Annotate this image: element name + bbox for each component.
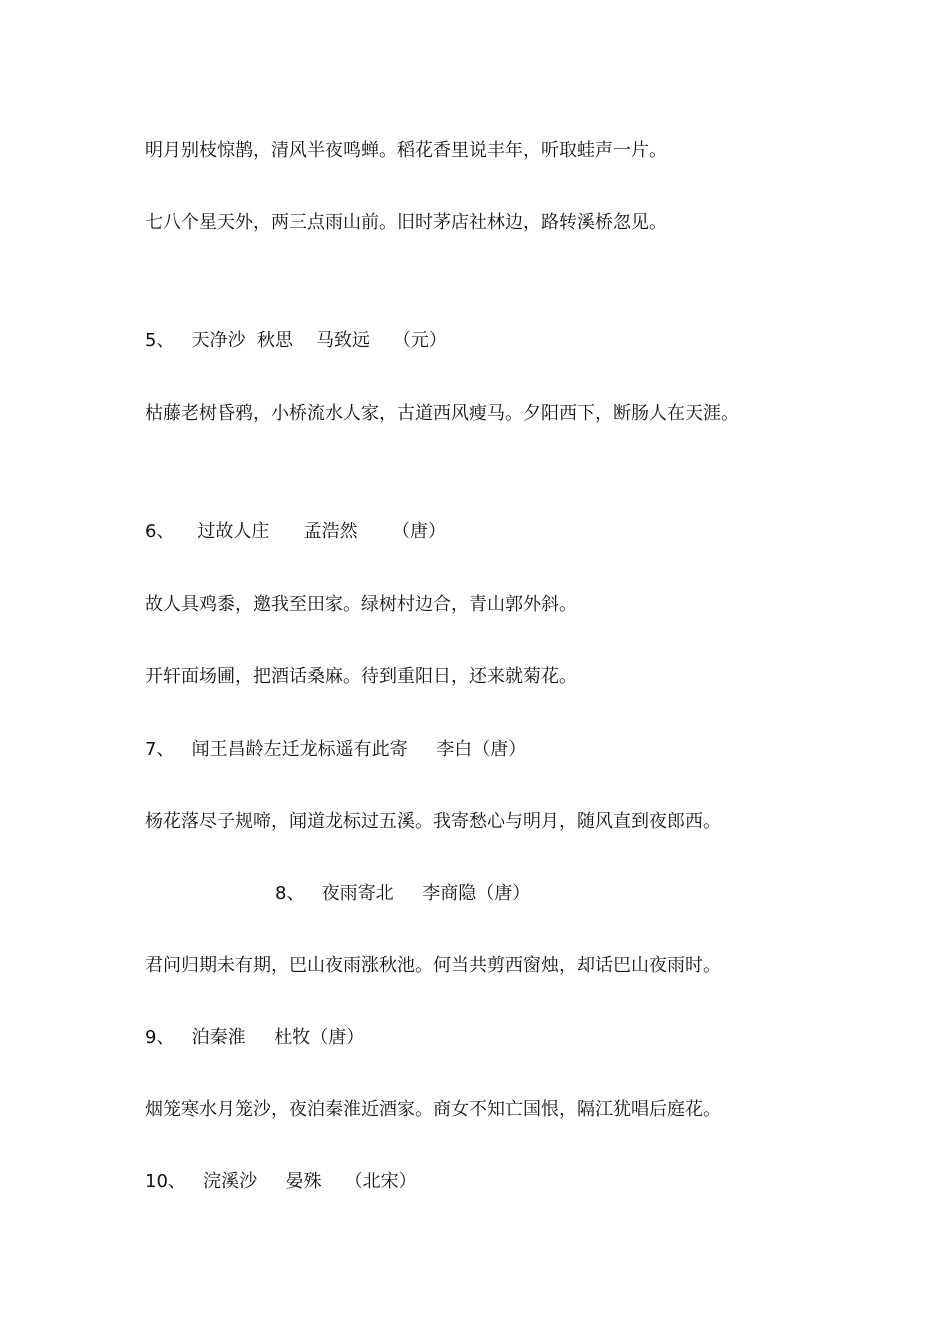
poem-heading: 9、 泊秦淮 杜牧（唐） — [145, 1027, 365, 1048]
poem-line: 杨花落尽子规啼，闻道龙标过五溪。我寄愁心与明月，随风直到夜郎西。 — [145, 811, 721, 832]
poem-heading: 6、 过故人庄 孟浩然 （唐） — [145, 521, 446, 542]
poem-heading: 7、 闻王昌龄左迁龙标遥有此寄 李白（唐） — [145, 739, 527, 760]
poem-heading: 8、 夜雨寄北 李商隐（唐） — [275, 883, 531, 904]
poem-line: 故人具鸡黍，邀我至田家。绿树村边合，青山郭外斜。 — [145, 594, 577, 615]
poem-line: 烟笼寒水月笼沙，夜泊秦淮近酒家。商女不知亡国恨，隔江犹唱后庭花。 — [145, 1099, 721, 1120]
poem-heading: 5、 天净沙 秋思 马致远 （元） — [145, 330, 447, 351]
poem-line: 君问归期未有期，巴山夜雨涨秋池。何当共剪西窗烛，却话巴山夜雨时。 — [145, 955, 721, 976]
poem-line: 明月别枝惊鹊，清风半夜鸣蝉。稻花香里说丰年，听取蛙声一片。 — [145, 140, 667, 161]
poem-heading: 10、 浣溪沙 晏殊 （北宋） — [145, 1171, 417, 1192]
poem-line: 开轩面场圃，把酒话桑麻。待到重阳日，还来就菊花。 — [145, 666, 577, 687]
poem-line: 枯藤老树昏鸦，小桥流水人家，古道西风瘦马。夕阳西下，断肠人在天涯。 — [145, 403, 739, 424]
poem-line: 七八个星天外，两三点雨山前。旧时茅店社林边，路转溪桥忽见。 — [145, 212, 667, 233]
